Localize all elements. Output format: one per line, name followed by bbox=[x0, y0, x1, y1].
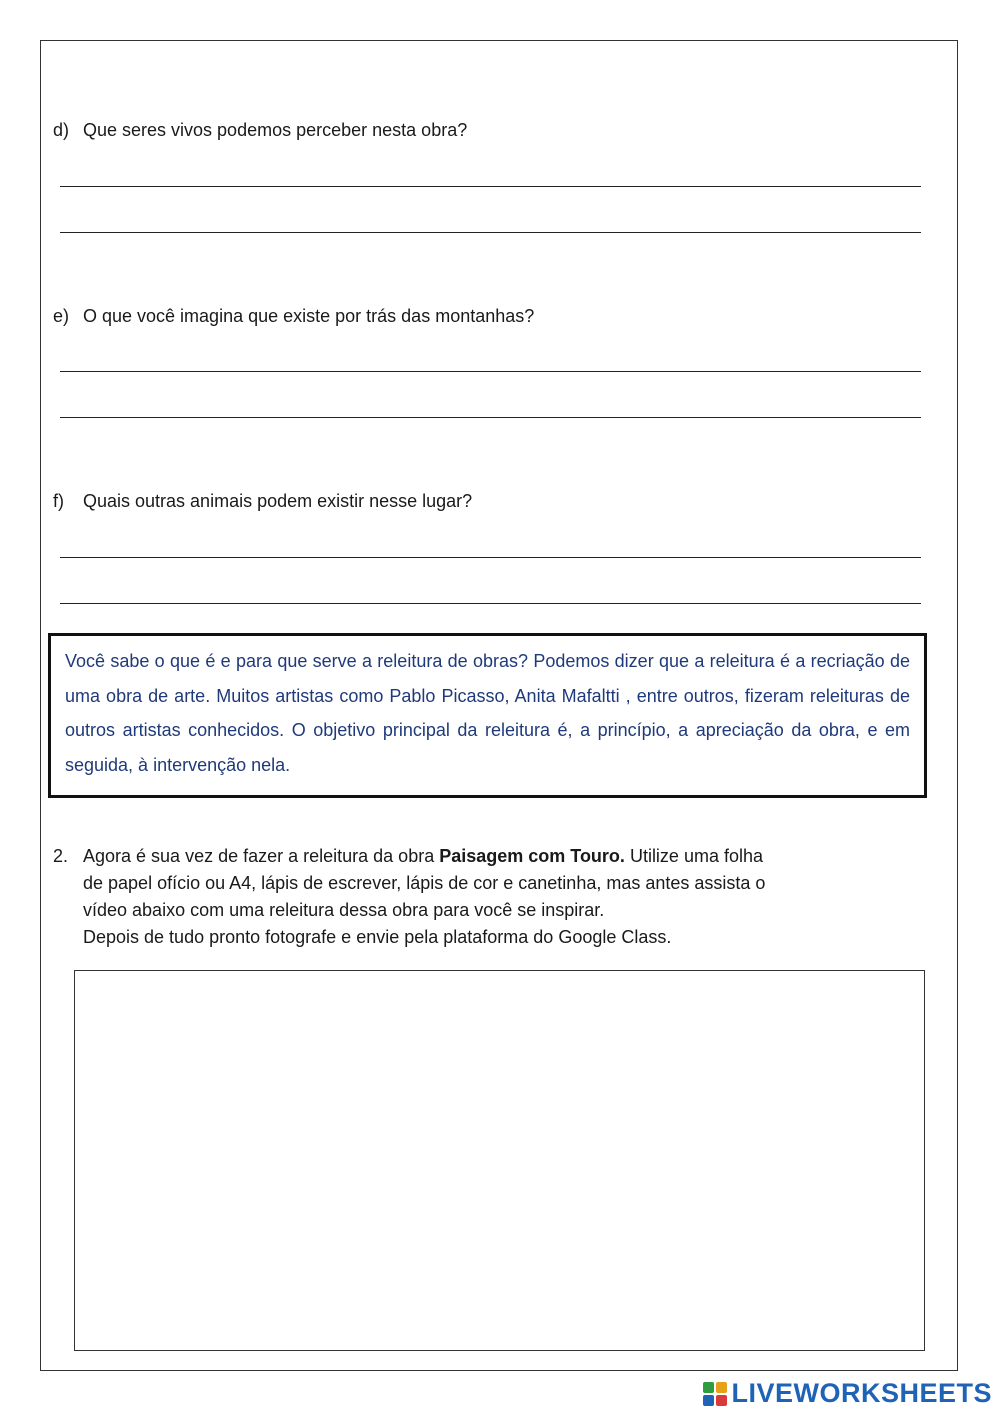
answer-line-f1[interactable] bbox=[60, 557, 921, 558]
info-box bbox=[48, 633, 927, 798]
answer-line-e2[interactable] bbox=[60, 417, 921, 418]
answer-line-d2[interactable] bbox=[60, 232, 921, 233]
question-d bbox=[53, 119, 467, 141]
task-intro: Agora é sua vez de fazer a releitura da obra bbox=[83, 846, 440, 866]
brand-name: LIVEWORKSHEETS bbox=[731, 1378, 992, 1408]
logo-square-blue bbox=[703, 1395, 714, 1406]
question-marker: f) bbox=[53, 491, 64, 511]
task-line-2: de papel ofício ou A4, lápis de escrever, lápis de cor e canetinha, mas antes assista o bbox=[83, 873, 766, 893]
task-line-1-rest: Utilize uma folha bbox=[624, 846, 763, 866]
task-instructions bbox=[83, 843, 873, 951]
artwork-title: Paisagem com Touro. bbox=[439, 846, 625, 866]
info-text: Você sabe o que é e para que serve a releitura de obras? Podemos dizer que a releitura é a recriação de uma obra de arte. Muitos artistas como Pablo Picasso, Anita Mafaltti , entre outros, fizeram releituras de outros artistas conhecidos. O objetivo principal da releitura é, a princípio, a apreciação da obra, e em seguida, à intervenção nela. bbox=[65, 651, 910, 775]
task-line-3: vídeo abaixo com uma releitura dessa obra para você se inspirar. bbox=[83, 900, 605, 920]
question-text: Quais outras animais podem existir nesse lugar? bbox=[83, 491, 473, 511]
question-text: O que você imagina que existe por trás das montanhas? bbox=[83, 306, 535, 326]
task-marker: 2. bbox=[53, 846, 69, 866]
question-text: Que seres vivos podemos perceber nesta obra? bbox=[83, 120, 468, 140]
liveworksheets-brand[interactable] bbox=[703, 1378, 992, 1409]
task-line-4: Depois de tudo pronto fotografe e envie pela plataforma do Google Class. bbox=[83, 927, 672, 947]
logo-square-orange bbox=[716, 1382, 727, 1393]
answer-line-e1[interactable] bbox=[60, 371, 921, 372]
task-2 bbox=[53, 843, 873, 951]
question-f bbox=[53, 490, 472, 512]
liveworksheets-logo-icon bbox=[703, 1382, 727, 1406]
question-e bbox=[53, 305, 534, 327]
task-line-1 bbox=[83, 843, 873, 870]
logo-square-red bbox=[716, 1395, 727, 1406]
answer-line-d1[interactable] bbox=[60, 186, 921, 187]
logo-square-green bbox=[703, 1382, 714, 1393]
question-marker: e) bbox=[53, 306, 70, 326]
video-box[interactable] bbox=[74, 970, 925, 1351]
question-marker: d) bbox=[53, 120, 70, 140]
answer-line-f2[interactable] bbox=[60, 603, 921, 604]
